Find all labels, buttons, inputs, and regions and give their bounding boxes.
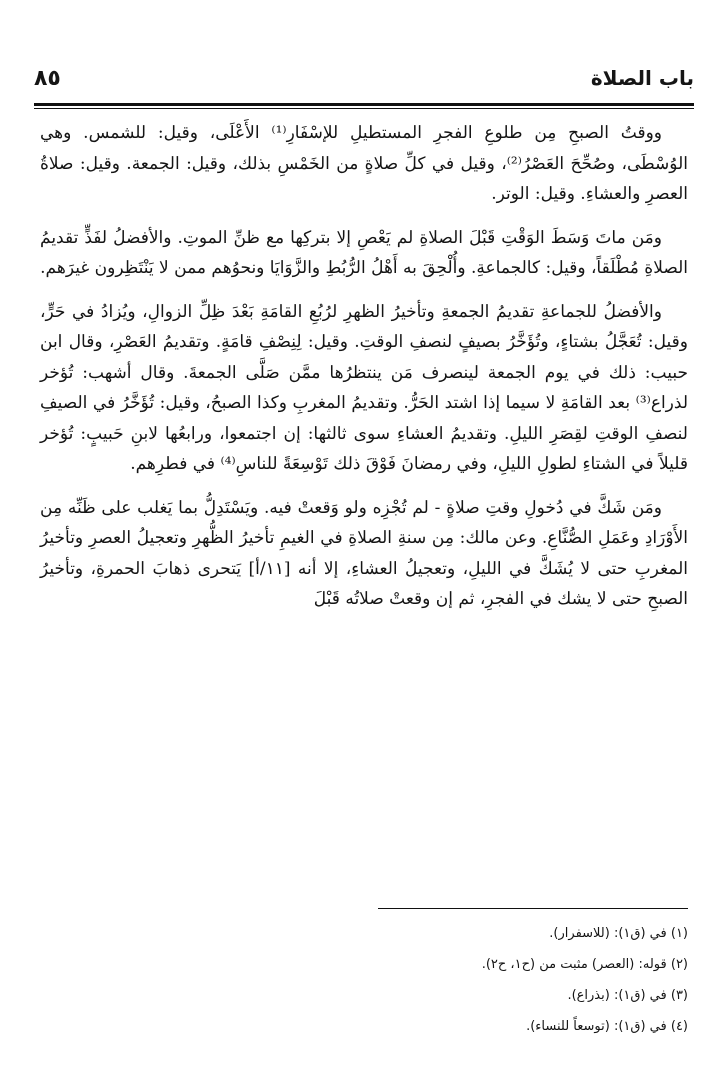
footnote: (٣) في (ق١): (بذراع). [567,988,688,1003]
running-title: باب الصلاة [590,66,694,90]
main-text [40,118,688,628]
header-rule [34,103,694,106]
paragraph: ومَن شَكَّ في دُخولِ وقتِ صلاةٍ - لم تُجْزِه ولو وَقعتْ فيه. ويَسْتَدِلُّ بما يَغلب على ظَنِّه مِن الأَوْرَادِ وعَمَلِ الصُّنَّاعِ. وعن مالك: مِن سنةِ الصلاةِ في الغيمِ تأخيرُ الظُّهرِ وتعجيلُ العصرِ وتأخيرُ المغربِ حتى لا يُشَكَّ في الليلِ، وتعجيلُ العشاءِ، إلا أنه [١١/أ] يَتحرى ذهابَ الحمرةِ، وتأخيرُ الصبحِ حتى لا يشك في الفجرِ، ثم إن وقعتْ صلاتُه قَبْلَ [40,497,688,609]
footnote: (٤) في (ق١): (توسعاً للنساء). [526,1019,688,1034]
paragraph: والأفضلُ للجماعةِ تقديمُ الجمعةِ وتأخيرُ الظهرِ لرُبُعِ القامَةِ بَعْدَ ظِلِّ الزوالِ، ويُزادُ في حَرٍّ، وقيل: تُعَجَّلُ بشتاءٍ، وتُؤَخَّرُ بصيفٍ لنصفِ الوقتِ. وقيل: لِنِصْفِ قامَةٍ. وتقديمُ العَصْرِ، وقال ابن حبيب: ذلك في يوم الجمعة لينصرف مَن ينتظرُها ممَّن صَلَّى الجمعةَ. وقال أشهب: تُؤخر لذراع⁽³⁾ بعد القامَةِ لا سيما إذا اشتد الحَرُّ. وتقديمُ المغربِ وكذا الصبحُ، وقيل: تُؤَخَّرُ في الصيفِ لنصفِ الوقتِ لقِصَرِ الليلِ. وتقديمُ العشاءِ سوى ثالثها: إن اجتمعوا، ورابعُها لابنِ حَبيبٍ: تُؤخر قليلاً في الشتاءِ لطولِ الليلِ، وفي رمضانَ فَوْقَ ذلك تَوْسِعَةً للناسِ⁽⁴⁾ في فطرِهم. [40,301,688,474]
header-rule-thin [34,108,694,109]
footnotes [40,918,688,1042]
paragraph: ومَن ماتَ وَسَطَ الوَقْتِ قَبْلَ الصلاةِ لم يَعْصِ إلا بتركِها مع ظنِّ الموتِ. والأفضلُ لفَذٍّ تقديمُ الصلاةِ مُطْلَقاً، وقيل: كالجماعةِ. وأُلْحِقَ به أَهْلُ الرُّبُطِ والزَّوَايَا ونحوُهم ممن لا يَنْتَظِرون غيرَهم. [40,227,688,278]
footnote-separator [378,908,688,909]
footnote: (٢) قوله: (العصر) مثبت من (ح١، ح٢). [481,957,688,972]
footnote: (١) في (ق١): (للاسفرار). [549,926,688,941]
page-number: ٨٥ [34,66,61,91]
paragraph: ووقتُ الصبحِ مِن طلوعِ الفجرِ المستطيلِ للإسْفَارِ⁽¹⁾ الأَعْلَى، وقيل: للشمس. وهي الوُسْطَى، وصُحِّحَ العَصْرُ⁽²⁾، وقيل في كلِّ صلاةٍ من الخَمْسِ بذلك، وقيل: الجمعة. وقيل: صلاةُ العصرِ والعشاءِ. وقيل: الوتر. [40,123,688,204]
page-header [34,66,694,100]
